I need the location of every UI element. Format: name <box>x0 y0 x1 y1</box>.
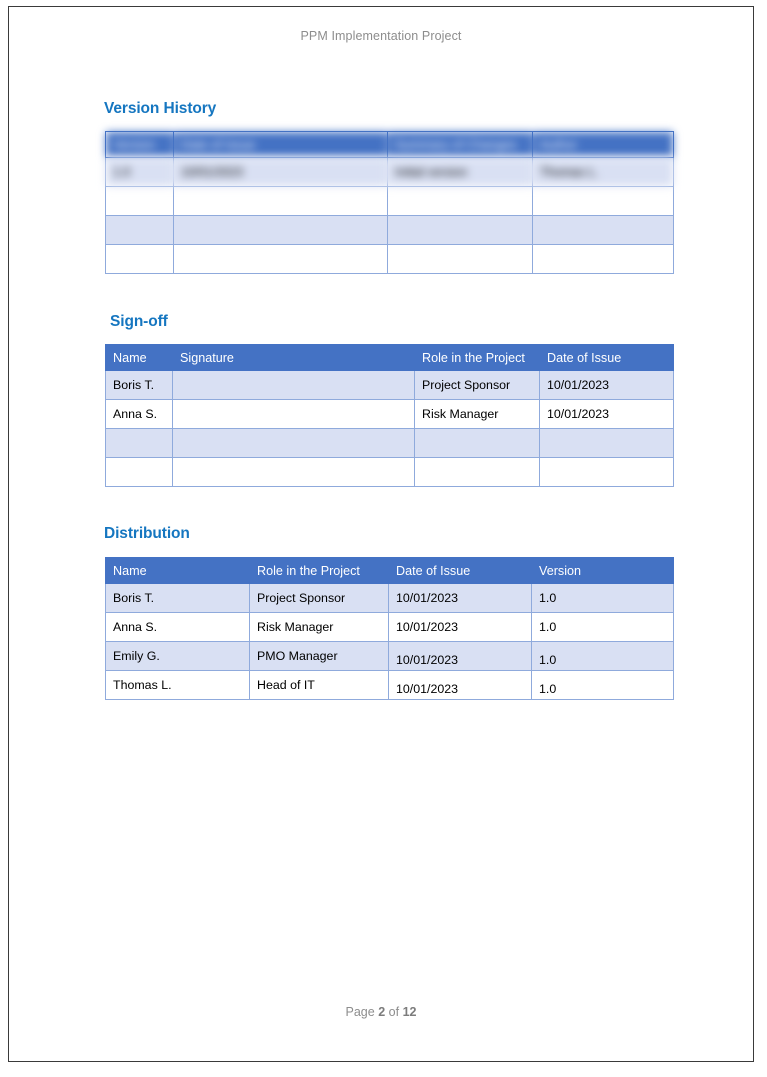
cell-date-of-issue-text: 10/01/2023 <box>396 653 459 667</box>
cell-date-of-issue: 10/01/2023 <box>174 158 388 187</box>
footer-current-page: 2 <box>378 1005 386 1019</box>
cell-summary-of-changes: Initial version <box>388 158 533 187</box>
table-row <box>106 371 674 400</box>
cell-date-of-issue <box>540 458 674 487</box>
cell-name: Boris T. <box>106 371 173 400</box>
cell-signature <box>173 458 415 487</box>
cell-version-text: 1.0 <box>539 653 557 667</box>
cell-version <box>106 216 174 245</box>
column-header-signature: Signature <box>173 345 415 371</box>
column-header-role-in-the-project: Role in the Project <box>250 558 389 584</box>
section-heading-distribution: Distribution <box>104 525 190 542</box>
table-row <box>106 458 674 487</box>
cell-signature <box>173 400 415 429</box>
column-header-date-of-issue: Date of Issue <box>389 558 532 584</box>
cell-date-of-issue <box>174 187 388 216</box>
cell-role-in-the-project: Head of IT <box>250 671 389 700</box>
table-row <box>106 216 674 245</box>
cell-author <box>533 187 674 216</box>
cell-author <box>533 216 674 245</box>
cell-role-in-the-project <box>415 429 540 458</box>
column-header-role-in-the-project: Role in the Project <box>415 345 540 371</box>
column-header-date-of-issue: Date of Issue <box>174 132 388 158</box>
document-header-title: PPM Implementation Project <box>300 29 462 43</box>
cell-date-of-issue <box>389 671 532 700</box>
cell-version: 1.0 <box>106 158 174 187</box>
cell-date-of-issue <box>174 216 388 245</box>
version-history-table <box>105 131 674 274</box>
table-row <box>106 429 674 458</box>
column-header-name: Name <box>106 345 173 371</box>
cell-role-in-the-project: Risk Manager <box>250 613 389 642</box>
cell-role-in-the-project: Project Sponsor <box>250 584 389 613</box>
cell-role-in-the-project <box>415 458 540 487</box>
footer-prefix: Page <box>345 1005 375 1019</box>
cell-version <box>106 245 174 274</box>
column-header-name: Name <box>106 558 250 584</box>
cell-role-in-the-project: PMO Manager <box>250 642 389 671</box>
cell-date-of-issue: 10/01/2023 <box>389 613 532 642</box>
cell-name: Thomas L. <box>106 671 250 700</box>
table-row <box>106 642 674 671</box>
document-page <box>8 6 754 1062</box>
cell-signature <box>173 371 415 400</box>
table-row <box>106 584 674 613</box>
cell-date-of-issue <box>174 245 388 274</box>
cell-name <box>106 429 173 458</box>
footer-middle: of <box>388 1005 400 1019</box>
column-header-date-of-issue: Date of Issue <box>540 345 674 371</box>
cell-summary-of-changes <box>388 216 533 245</box>
cell-version <box>106 187 174 216</box>
cell-role-in-the-project: Risk Manager <box>415 400 540 429</box>
cell-version <box>532 671 674 700</box>
cell-author: Thomas L. <box>533 158 674 187</box>
cell-author <box>533 245 674 274</box>
table-row <box>106 158 674 187</box>
section-heading-sign-off: Sign-off <box>110 313 168 330</box>
cell-summary-of-changes <box>388 245 533 274</box>
table-row <box>106 613 674 642</box>
page-footer <box>9 1005 753 1019</box>
table-header-row <box>106 345 674 371</box>
table-row <box>106 400 674 429</box>
cell-version <box>532 642 674 671</box>
cell-date-of-issue: 10/01/2023 <box>540 400 674 429</box>
table-row <box>106 187 674 216</box>
sign-off-table <box>105 344 674 487</box>
cell-date-of-issue: 10/01/2023 <box>540 371 674 400</box>
cell-date-of-issue: 10/01/2023 <box>389 584 532 613</box>
footer-total-pages: 12 <box>402 1005 417 1019</box>
section-heading-version-history: Version History <box>104 100 217 117</box>
column-header-summary-of-changes: Summary of Changes <box>388 132 533 158</box>
column-header-version: Version <box>532 558 674 584</box>
cell-name: Anna S. <box>106 613 250 642</box>
cell-name: Boris T. <box>106 584 250 613</box>
column-header-author: Author <box>533 132 674 158</box>
cell-role-in-the-project: Project Sponsor <box>415 371 540 400</box>
cell-name: Emily G. <box>106 642 250 671</box>
table-row <box>106 245 674 274</box>
cell-date-of-issue-text: 10/01/2023 <box>396 682 459 696</box>
cell-version-text: 1.0 <box>539 682 557 696</box>
cell-version: 1.0 <box>532 613 674 642</box>
table-header-row <box>106 132 674 158</box>
cell-name <box>106 458 173 487</box>
cell-date-of-issue <box>540 429 674 458</box>
table-row <box>106 671 674 700</box>
column-header-version: Version <box>106 132 174 158</box>
cell-version: 1.0 <box>532 584 674 613</box>
cell-name: Anna S. <box>106 400 173 429</box>
cell-date-of-issue <box>389 642 532 671</box>
distribution-table <box>105 557 674 700</box>
cell-summary-of-changes <box>388 187 533 216</box>
cell-signature <box>173 429 415 458</box>
table-header-row <box>106 558 674 584</box>
